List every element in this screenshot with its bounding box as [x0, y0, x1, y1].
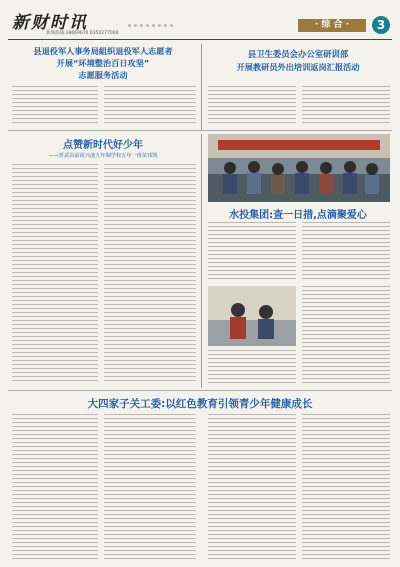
page-number-badge: 3 [372, 16, 390, 34]
newspaper-logo: 新财时讯 [12, 13, 88, 33]
article-youth-headline: 点赞新时代好少年 [63, 140, 143, 151]
masthead-rule [8, 39, 392, 40]
article-family-body-col3 [208, 414, 296, 559]
article-water-body-col2 [302, 222, 390, 282]
column-divider-top [201, 44, 202, 130]
article-family-body-col1 [12, 414, 98, 559]
article-water-photo-2 [208, 286, 296, 346]
article-family-body-col2 [104, 414, 196, 559]
article-veterans-headline-2: 开展“环境整治百日攻坚” [56, 58, 150, 68]
section-rule-1 [8, 130, 392, 131]
article-family-body-col4 [302, 414, 390, 559]
article-water-body-col3 [302, 286, 390, 384]
article-youth-body-col1 [12, 164, 98, 384]
article-water-headline: 水投集团:查一日措,点滴聚爱心 [229, 210, 367, 221]
article-youth-body-col2 [104, 164, 196, 384]
article-youth-subhead: ——忻武县前祝兴池九年制学校五年一班苗玮凯 [48, 153, 158, 159]
article-family-headline: 大四家子关工委:以红色教育引领青少年健康成长 [87, 398, 313, 410]
article-health-body-col2 [302, 86, 390, 124]
article-health-headline-1: 县卫生委员会办公室研训部 [247, 49, 349, 59]
article-veterans-headline-3: 志愿服务活动 [78, 70, 128, 80]
article-water-body-col4 [208, 350, 296, 384]
article-health-headline-2: 开展教研员外出培训返岗汇报活动 [236, 62, 360, 72]
column-divider-middle [201, 134, 202, 388]
article-veterans-headline-1: 县退役军人事务局組织退役军人志愿者 [33, 46, 173, 56]
article-water-photo [208, 134, 390, 202]
article-veterans-body-col1 [12, 86, 98, 124]
section-rule-2 [8, 390, 392, 391]
masthead-ornament [128, 24, 208, 30]
article-veterans-body-col2 [104, 86, 196, 124]
masthead-hotline: 新闻热线:18669670 0350277000 [46, 31, 119, 36]
article-water-body-col1 [208, 222, 296, 282]
article-health-body-col1 [208, 86, 296, 124]
newspaper-page [8, 6, 392, 561]
masthead [8, 6, 392, 40]
section-label: · 综 合 · [298, 19, 366, 32]
